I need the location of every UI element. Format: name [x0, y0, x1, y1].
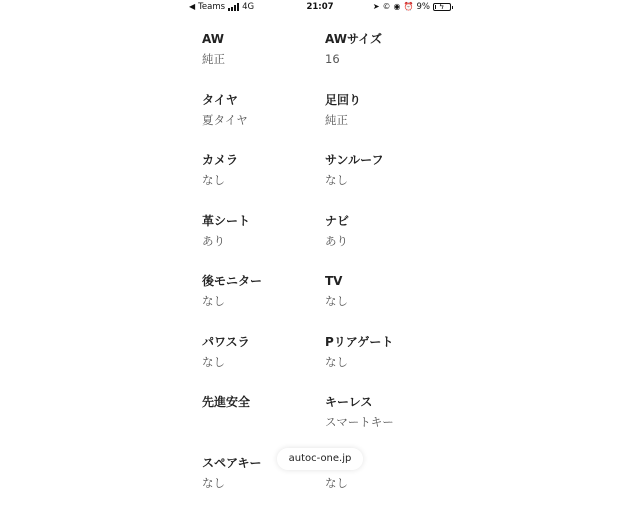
spec-label: TV — [325, 272, 445, 292]
spec-label: 足回り — [325, 91, 445, 111]
spec-value: なし — [202, 474, 322, 492]
spec-label: パワスラ — [202, 333, 322, 353]
spec-label: Pリアゲート — [325, 333, 445, 353]
screen-record-icon: ◉ — [394, 3, 401, 11]
spec-value: あり — [202, 232, 322, 250]
spec-value: 純正 — [325, 111, 445, 129]
spec-value: なし — [202, 171, 322, 189]
spec-item — [202, 91, 322, 129]
browser-address-bar[interactable] — [277, 448, 363, 470]
spec-label: タイヤ — [202, 91, 322, 111]
spec-item — [202, 393, 322, 413]
spec-value: なし — [325, 353, 445, 371]
phone-screen — [185, 0, 455, 480]
spec-item — [202, 333, 322, 371]
url-text: autoc-one.jp — [289, 453, 352, 464]
spec-value: 夏タイヤ — [202, 111, 322, 129]
spec-row — [202, 151, 442, 212]
spec-value: なし — [202, 292, 322, 310]
spec-label: 後モニター — [202, 272, 322, 292]
battery-percent: 9% — [417, 2, 431, 12]
status-bar — [185, 0, 455, 14]
spec-label: カメラ — [202, 151, 322, 171]
spec-row — [202, 333, 442, 394]
back-arrow-icon: ◀ — [189, 3, 195, 11]
network-type: 4G — [242, 2, 254, 12]
spec-value: なし — [325, 292, 445, 310]
spec-item — [325, 212, 445, 250]
spec-item — [202, 151, 322, 189]
spec-label: サンルーフ — [325, 151, 445, 171]
spec-item — [202, 30, 322, 68]
spec-label: ナビ — [325, 212, 445, 232]
spec-row — [202, 393, 442, 454]
spec-value: あり — [325, 232, 445, 250]
spec-item — [325, 30, 445, 68]
clock: 21:07 — [185, 2, 455, 12]
spec-value: 16 — [325, 50, 445, 68]
spec-row — [202, 212, 442, 273]
spec-value: 純正 — [202, 50, 322, 68]
spec-item — [325, 91, 445, 129]
spec-grid — [202, 30, 442, 514]
spec-label: 先進安全 — [202, 393, 322, 413]
spec-label: 革シート — [202, 212, 322, 232]
spec-value: なし — [325, 171, 445, 189]
spec-value: スマートキー — [325, 413, 445, 431]
battery-fill — [435, 5, 436, 9]
spec-item — [325, 333, 445, 371]
alarm-icon: ⏰ — [404, 3, 414, 11]
spec-row — [202, 272, 442, 333]
battery-icon — [433, 3, 451, 11]
spec-item — [325, 272, 445, 310]
spec-row — [202, 30, 442, 91]
spec-label: スペアキー — [202, 454, 322, 474]
spec-value: なし — [202, 353, 322, 371]
spec-item — [202, 272, 322, 310]
spec-item — [325, 151, 445, 189]
back-app-name: Teams — [198, 2, 225, 12]
location-icon: ➤ — [373, 3, 380, 11]
spec-label: AW — [202, 30, 322, 50]
spec-row — [202, 91, 442, 152]
rotation-lock-icon: © — [383, 3, 391, 11]
spec-label: AWサイズ — [325, 30, 445, 50]
status-icons — [373, 2, 451, 12]
spec-value: なし — [325, 474, 445, 492]
spec-label: キーレス — [325, 393, 445, 413]
spec-item — [325, 393, 445, 431]
charging-bolt-icon: ϟ — [439, 2, 444, 12]
spec-item — [202, 212, 322, 250]
